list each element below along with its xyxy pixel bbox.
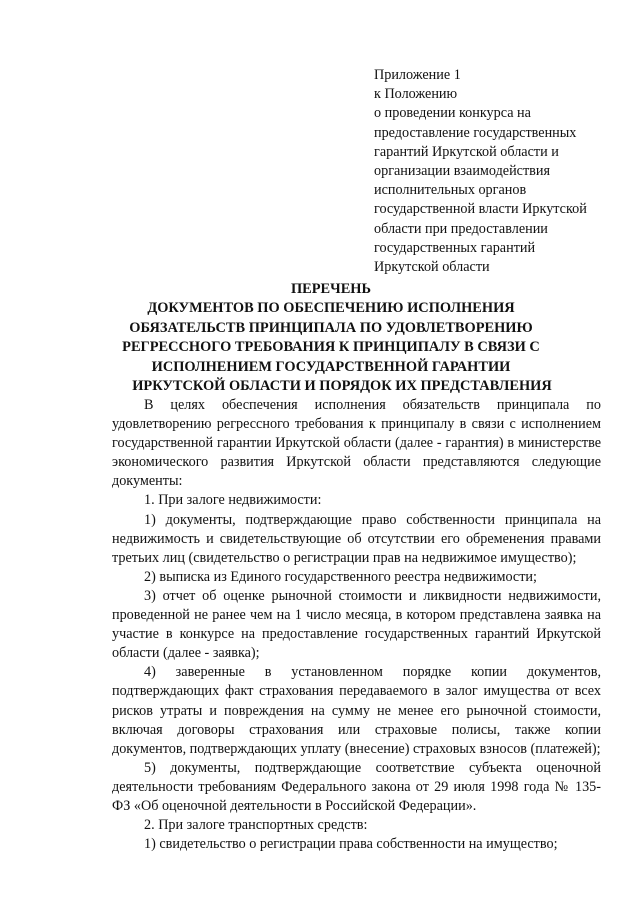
appendix-line: предоставление государственных [374,124,577,141]
appendix-line: области при предоставлении [374,220,548,237]
body-paragraph: В целях обеспечения исполнения обязательств принципала по удовлетворению регрессного требования к принципалу в связи с исполнением государственной гарантии Иркутской области (далее - гарантия) в министерстве экономического развития Иркутской области представляются следующие документы: [112,397,601,490]
title-line: ОБЯЗАТЕЛЬСТВ ПРИНЦИПАЛА ПО УДОВЛЕТВОРЕНИЮ [129,319,533,336]
appendix-line: о проведении конкурса на [374,105,531,122]
title-line: ИСПОЛНЕНИЕМ ГОСУДАРСТВЕННОЙ ГАРАНТИИ [151,358,511,375]
appendix-header [374,66,624,277]
body-paragraph: 1) свидетельство о регистрации права собственности на имущество; [144,836,558,853]
appendix-line: гарантий Иркутской области и [374,143,559,160]
body-paragraph: 1) документы, подтверждающие право собственности принципала на недвижимость и свидетельствующие об отсутствии его обременения правами третьих лиц (свидетельство о регистрации прав на недвижимое имущество); [112,511,601,566]
section-heading: 2. При залоге транспортных средств: [144,817,368,834]
appendix-line: государственной власти Иркутской [374,201,587,218]
body-paragraph: 4) заверенные в установленном порядке копии документов, подтверждающих факт страхования передаваемого в залог имущества от всех рисков утраты и повреждения на сумму не менее его рыночной стоимости, включая договоры страхования или страховые полисы, также копии документов, подтверждающих уплату (внесение) страховых взносов (платежей); [112,664,601,757]
section-heading: 1. При залоге недвижимости: [144,492,322,509]
appendix-line: организации взаимодействия [374,163,550,180]
appendix-line: к Положению [374,86,458,103]
appendix-line: Приложение 1 [374,67,461,83]
body-paragraph: 5) документы, подтверждающие соответствие субъекта оценочной деятельности требованиям Федерального закона от 29 июля 1998 года № 135-ФЗ «Об оценочной деятельности в Российской Федерации». [112,759,601,814]
body-paragraph: 3) отчет об оценке рыночной стоимости и ликвидности недвижимости, проведенной не ранее чем на 1 число месяца, в котором представлена заявка на участие в конкурсе на предоставление государственных гарантий Иркутской области (далее - заявка); [112,587,601,662]
document-title [96,280,566,396]
appendix-line: государственных гарантий [374,239,536,256]
appendix-line: исполнительных органов [374,182,527,199]
body-paragraph: 2) выписка из Единого государственного реестра недвижимости; [144,568,537,585]
title-line: РЕГРЕССНОГО ТРЕБОВАНИЯ К ПРИНЦИПАЛУ В СВЯЗИ С [122,339,540,356]
title-line: ИРКУТСКОЙ ОБЛАСТИ И ПОРЯДОК ИХ ПРЕДСТАВЛЕНИЯ [132,378,552,395]
document-body [112,396,601,854]
title-line: ПЕРЕЧЕНЬ [290,281,372,297]
title-line: ДОКУМЕНТОВ ПО ОБЕСПЕЧЕНИЮ ИСПОЛНЕНИЯ [147,300,515,317]
appendix-line: Иркутской области [374,259,490,276]
